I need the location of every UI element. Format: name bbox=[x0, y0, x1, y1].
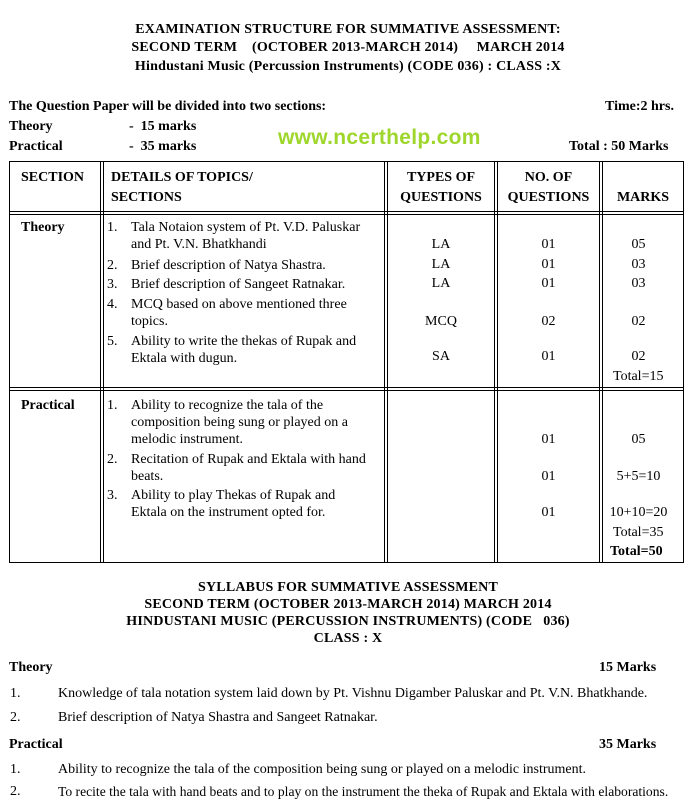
syllabus-theory-num: 2. bbox=[10, 710, 21, 725]
table-header-divider bbox=[9, 214, 684, 215]
header-no-line2: QUESTIONS bbox=[507, 190, 590, 205]
list-item: 3. Ability to play Thekas of Rupak and Ektala on the instrument opted for. bbox=[107, 488, 336, 520]
table-col-line bbox=[103, 161, 104, 563]
question-marks: 10+10=20 bbox=[609, 505, 668, 520]
theory-topic-list bbox=[107, 219, 381, 367]
time-allowed: Time:2 hrs. bbox=[605, 99, 674, 114]
topic-text: Brief description of Sangeet Ratnakar. bbox=[131, 277, 346, 292]
total-marks: Total : 50 Marks bbox=[569, 139, 669, 154]
doc-title-line1: EXAMINATION STRUCTURE FOR SUMMATIVE ASSESSMENT: bbox=[135, 22, 561, 37]
list-item: 5. Ability to write the thekas of Rupak and Ektala with dugun. bbox=[107, 334, 357, 366]
topic-text: MCQ based on above mentioned three topics. bbox=[131, 297, 347, 329]
topic-text: Ability to write the thekas of Rupak and Ektala with dugun. bbox=[131, 334, 357, 366]
grand-total: Total=50 bbox=[610, 544, 663, 559]
list-item: 3. Brief description of Sangeet Ratnakar. bbox=[107, 277, 346, 292]
topic-text: Ability to recognize the tala of the composition being sung or played on a melodic instrument. bbox=[131, 398, 348, 447]
table-col-line bbox=[384, 161, 385, 563]
syllabus-practical-item: Ability to recognize the tala of the composition being sung or played on a melodic instrument. bbox=[58, 762, 586, 777]
table-col-line bbox=[683, 161, 684, 563]
table-col-line bbox=[494, 161, 495, 563]
question-count: 01 bbox=[541, 505, 556, 520]
practical-total: Total=35 bbox=[613, 525, 664, 540]
question-count: 01 bbox=[541, 349, 556, 364]
question-type: LA bbox=[431, 237, 451, 252]
question-count: 02 bbox=[541, 314, 556, 329]
list-item: 4. MCQ based on above mentioned three topics. bbox=[107, 297, 347, 329]
question-count: 01 bbox=[541, 257, 556, 272]
question-count: 01 bbox=[541, 469, 556, 484]
table-col-line bbox=[599, 161, 600, 563]
topic-text: Brief description of Natya Shastra. bbox=[131, 258, 326, 273]
topic-text: Ability to play Thekas of Rupak and Ektala on the instrument opted for. bbox=[131, 488, 336, 520]
syllabus-practical-num: 1. bbox=[10, 762, 21, 777]
syllabus-theory-label: Theory bbox=[9, 660, 53, 675]
table-border-top bbox=[9, 161, 684, 162]
question-marks: 03 bbox=[631, 276, 646, 291]
intro-theory-marks: - 15 marks bbox=[129, 119, 197, 134]
question-marks: 02 bbox=[631, 314, 646, 329]
syllabus-title-line4: CLASS : X bbox=[313, 631, 383, 646]
syllabus-practical-num: 2. bbox=[10, 784, 21, 799]
header-no-line1: NO. OF bbox=[524, 170, 573, 185]
question-marks: 5+5=10 bbox=[616, 469, 661, 484]
header-marks: MARKS bbox=[616, 190, 670, 205]
syllabus-practical-item: To recite the tala with hand beats and to play on the instrument the theka of Rupak and Ektala with elaborations. bbox=[58, 784, 669, 799]
division-note: The Question Paper will be divided into two sections: bbox=[9, 99, 327, 114]
syllabus-practical-label: Practical bbox=[9, 737, 63, 752]
syllabus-theory-marks: 15 Marks bbox=[599, 660, 657, 675]
question-marks: 05 bbox=[631, 432, 646, 447]
question-count: 01 bbox=[541, 276, 556, 291]
intro-practical-label: Practical bbox=[9, 139, 63, 154]
table-col-line bbox=[9, 161, 10, 563]
table-header-divider bbox=[9, 211, 684, 212]
header-types-line1: TYPES OF bbox=[406, 170, 476, 185]
header-details-line1: DETAILS OF TOPICS/ bbox=[111, 170, 253, 185]
question-type: MCQ bbox=[425, 314, 457, 329]
header-details-line2: SECTIONS bbox=[111, 190, 182, 205]
question-marks: 02 bbox=[631, 349, 646, 364]
doc-title-line2: SECOND TERM (OCTOBER 2013-MARCH 2014) MARCH 2014 bbox=[131, 40, 565, 55]
list-item: 1. Ability to recognize the tala of the composition being sung or played on a melodic instrument. bbox=[107, 398, 348, 447]
doc-title-line3: Hindustani Music (Percussion Instruments) (CODE 036) : CLASS :X bbox=[134, 59, 562, 74]
question-count: 01 bbox=[541, 237, 556, 252]
header-section: SECTION bbox=[21, 170, 85, 185]
syllabus-title-line2: SECOND TERM (OCTOBER 2013-MARCH 2014) MARCH 2014 bbox=[144, 597, 552, 612]
question-type: LA bbox=[431, 276, 451, 291]
question-type: SA bbox=[432, 349, 450, 364]
list-item: 1. Tala Notaion system of Pt. V.D. Paluskar and Pt. V.N. Bhatkhandi bbox=[107, 220, 361, 252]
topic-text: Tala Notaion system of Pt. V.D. Paluskar and Pt. V.N. Bhatkhandi bbox=[131, 220, 361, 252]
syllabus-theory-item: Knowledge of tala notation system laid down by Pt. Vishnu Digamber Paluskar and Pt. V.N. Bhatkhande. bbox=[58, 686, 648, 701]
syllabus-theory-item: Brief description of Natya Shastra and Sangeet Ratnakar. bbox=[58, 710, 378, 725]
topic-text: Recitation of Rupak and Ektala with hand beats. bbox=[131, 452, 366, 484]
table-row-divider bbox=[9, 387, 684, 388]
practical-topic-list bbox=[107, 397, 369, 521]
header-types-line2: QUESTIONS bbox=[400, 190, 482, 205]
table-col-line bbox=[100, 161, 101, 563]
table-row-divider bbox=[9, 390, 684, 391]
intro-theory-label: Theory bbox=[9, 119, 53, 134]
practical-section-label: Practical bbox=[21, 398, 75, 413]
theory-total: Total=15 bbox=[613, 369, 664, 384]
list-item: 2. Brief description of Natya Shastra. bbox=[107, 258, 326, 273]
syllabus-theory-num: 1. bbox=[10, 686, 21, 701]
question-marks: 03 bbox=[631, 257, 646, 272]
question-type: LA bbox=[431, 257, 451, 272]
syllabus-practical-marks: 35 Marks bbox=[599, 737, 657, 752]
question-marks: 05 bbox=[631, 237, 646, 252]
list-item: 2. Recitation of Rupak and Ektala with hand beats. bbox=[107, 452, 366, 484]
question-count: 01 bbox=[541, 432, 556, 447]
watermark-text: www.ncerthelp.com bbox=[278, 126, 481, 149]
syllabus-title-line3: HINDUSTANI MUSIC (PERCUSSION INSTRUMENTS) (CODE 036) bbox=[126, 614, 570, 629]
syllabus-title-line1: SYLLABUS FOR SUMMATIVE ASSESSMENT bbox=[197, 580, 499, 595]
theory-section-label: Theory bbox=[21, 220, 65, 235]
table-border-bottom bbox=[9, 562, 684, 563]
intro-practical-marks: - 35 marks bbox=[129, 139, 197, 154]
